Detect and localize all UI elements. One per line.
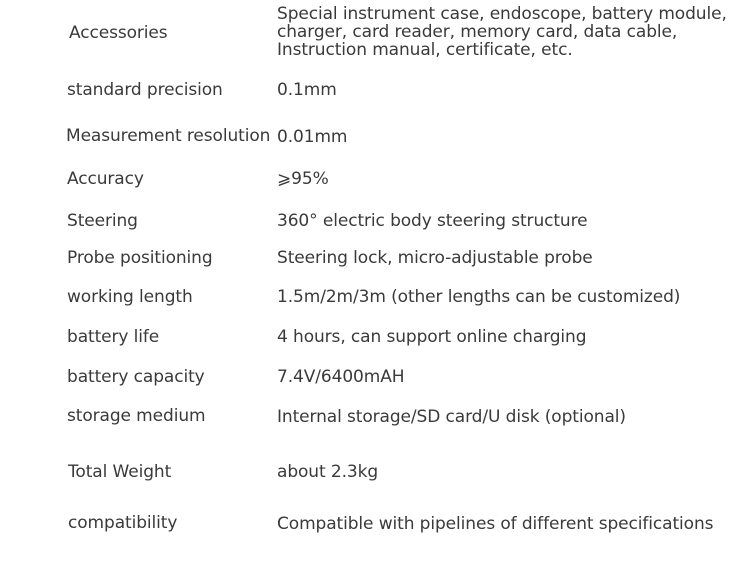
spec-value: 0.01mm [277,127,348,147]
spec-value: about 2.3kg [277,462,379,482]
spec-label: Accessories [69,23,168,43]
spec-label: Probe positioning [67,248,213,268]
spec-label: working length [67,287,193,307]
spec-value: Steering lock, micro-adjustable probe [277,248,593,268]
spec-value: ⩾95% [277,169,329,189]
spec-value: 7.4V/6400mAH [277,367,405,387]
spec-label: compatibility [68,513,178,533]
spec-value: 0.1mm [277,80,337,100]
spec-label: Accuracy [67,169,144,189]
spec-value: Internal storage/SD card/U disk (optional) [277,407,626,427]
spec-value [277,5,727,59]
spec-value: 4 hours, can support online charging [277,327,587,347]
spec-value: Compatible with pipelines of different specifications [277,514,714,534]
spec-value: 360° electric body steering structure [277,211,588,231]
spec-label: standard precision [67,80,223,100]
spec-label: battery life [67,327,160,347]
spec-label: battery capacity [67,367,205,387]
spec-label: storage medium [67,406,206,426]
spec-value-line: Instruction manual, certificate, etc. [277,40,573,60]
spec-value-line: charger, card reader, memory card, data cable, [277,22,678,42]
spec-label: Measurement resolution [66,126,271,146]
spec-label: Total Weight [68,462,172,482]
spec-value-line: Special instrument case, endoscope, battery module, [277,4,727,24]
spec-label: Steering [67,211,138,231]
spec-value: 1.5m/2m/3m (other lengths can be customized) [277,287,681,307]
